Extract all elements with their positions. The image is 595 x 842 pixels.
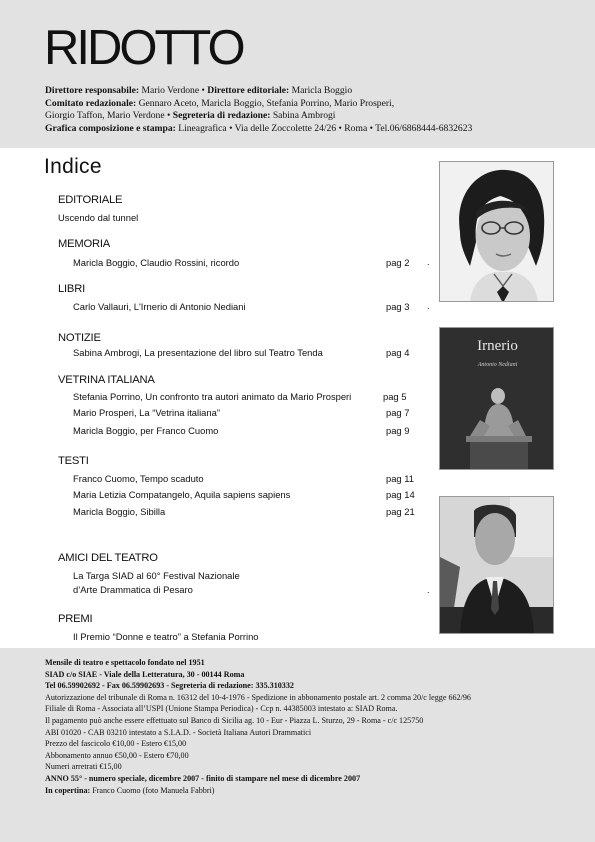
- credit-role: Segreteria di redazione:: [172, 110, 271, 122]
- toc-entry: Stefania Porrino, Un confronto tra autori animato da Mario Prosperi: [73, 391, 352, 402]
- colophon-line: Autorizzazione del tribunale di Roma n. 16312 del 10-4-1976 - Spedizione in abbonamento postale art. 2 comma 20/c legge 662/96: [45, 692, 471, 702]
- page-number: pag 4: [386, 347, 410, 358]
- credit-name: Mario Verdone •: [139, 85, 208, 96]
- section-heading: VETRINA ITALIANA: [58, 374, 155, 386]
- page-number: pag 7: [386, 407, 410, 418]
- section-heading: EDITORIALE: [58, 194, 123, 206]
- section-heading: PREMI: [58, 613, 93, 625]
- toc-entry: Maria Letizia Compatangelo, Aquila sapiens sapiens: [73, 489, 291, 500]
- page-number: pag 5: [383, 391, 407, 402]
- colophon-line: Il pagamento può anche essere effettuato sul Banco di Sicilia ag. 10 - Eur - Piazza L. Sturzo, 29 - Roma - c/c 125750: [45, 715, 424, 725]
- toc-entry: d’Arte Drammatica di Pesaro: [73, 584, 193, 595]
- colophon-line: ANNO 55° - numero speciale, dicembre 2007 - finito di stampare nel mese di dicembre 2007: [45, 773, 361, 783]
- toc-entry: Uscendo dal tunnel: [58, 212, 139, 223]
- page-number: pag 11: [386, 473, 414, 484]
- toc-entry: Carlo Vallauri, L'Irnerio di Antonio Nediani: [73, 301, 246, 312]
- toc-entry: La Targa SIAD al 60° Festival Nazionale: [73, 570, 240, 581]
- toc-entry: Maricla Boggio, per Franco Cuomo: [73, 425, 219, 436]
- colophon-line: Mensile di teatro e spettacolo fondato nel 1951: [45, 658, 205, 667]
- toc-entry: Sabina Ambrogi, La presentazione del libro sul Teatro Tenda: [73, 347, 323, 358]
- page-number: pag 21: [386, 506, 415, 517]
- colophon-line: Prezzo del fascicolo €10,00 - Estero €15,00: [45, 739, 187, 749]
- credit-name: Maricla Boggio: [289, 85, 353, 96]
- section-heading: LIBRI: [58, 283, 85, 295]
- toc-entry: Maricla Boggio, Claudio Rossini, ricordo: [73, 257, 240, 268]
- statue-drawing: [440, 328, 554, 470]
- credit-role: Grafica composizione e stampa:: [45, 122, 176, 134]
- leader-dot: .: [427, 301, 430, 311]
- page-number: pag 2: [386, 257, 410, 268]
- person-photo: [439, 496, 554, 634]
- credit-role: Direttore editoriale:: [207, 85, 290, 96]
- toc-entry: Franco Cuomo, Tempo scaduto: [73, 473, 204, 484]
- colophon-line: Tel 06.59902692 - Fax 06.59902693 - Segreteria di redazione: 335.310332: [45, 681, 294, 691]
- page-number: pag 3: [386, 301, 410, 312]
- section-heading: TESTI: [58, 455, 89, 467]
- credit-role: Direttore responsabile:: [45, 85, 140, 96]
- book-cover-author: Antonio Nediani: [477, 362, 518, 368]
- portrait-drawing: [440, 162, 554, 302]
- portrait-photo: [439, 161, 554, 302]
- cover-credit-label: In copertina:: [45, 785, 91, 795]
- credit-name: Lineagrafica • Via delle Zoccolette 24/26 • Roma • Tel.06/6868444-6832623: [175, 122, 473, 134]
- page-number: pag 14: [386, 489, 415, 500]
- section-heading: NOTIZIE: [58, 332, 101, 344]
- credit-name: Giorgio Taffon, Mario Verdone •: [45, 110, 173, 122]
- colophon-line: SIAD c/o SIAE - Viale della Letteratura, 30 - 00144 Roma: [45, 669, 245, 679]
- page-number: pag 9: [386, 425, 410, 436]
- toc-entry: Il Premio “Donne e teatro” a Stefania Porrino: [73, 631, 259, 642]
- leader-dot: .: [427, 585, 430, 595]
- credit-role: Comitato redazionale:: [45, 97, 137, 109]
- credit-name: Sabina Ambrogi: [270, 110, 336, 122]
- colophon-line: Numeri arretrati €15,00: [45, 762, 122, 772]
- credit-name: Gennaro Aceto, Maricla Boggio, Stefania Porrino, Mario Prosperi,: [136, 97, 395, 109]
- leader-dot: .: [427, 257, 430, 267]
- colophon-line: ABI 01020 - CAB 03210 intestato a S.I.A.D. - Società Italiana Autori Drammatici: [45, 727, 312, 737]
- index-title: Indice: [44, 155, 102, 178]
- magazine-logo: RIDOTTO: [44, 21, 243, 75]
- toc-entry: Maricla Boggio, Sibilla: [73, 506, 166, 517]
- colophon-line: Filiale di Roma - Associata all’USPI (Unione Stampa Periodica) - Ccp n. 44385003 intestato a: SIAD Roma.: [45, 704, 398, 714]
- colophon-line: In copertina: Franco Cuomo (foto Manuela Fabbri): [45, 785, 215, 795]
- section-heading: AMICI DEL TEATRO: [58, 552, 158, 564]
- book-cover-title: Irnerio: [477, 338, 518, 354]
- person-drawing: [440, 497, 554, 634]
- colophon: [45, 657, 585, 796]
- colophon-line: Abbonamento annuo €50,00 - Estero €70,00: [45, 750, 189, 760]
- toc-entry: Mario Prosperi, La “Vetrina italiana”: [73, 407, 220, 418]
- section-heading: MEMORIA: [58, 238, 111, 250]
- book-cover-image: [439, 327, 554, 470]
